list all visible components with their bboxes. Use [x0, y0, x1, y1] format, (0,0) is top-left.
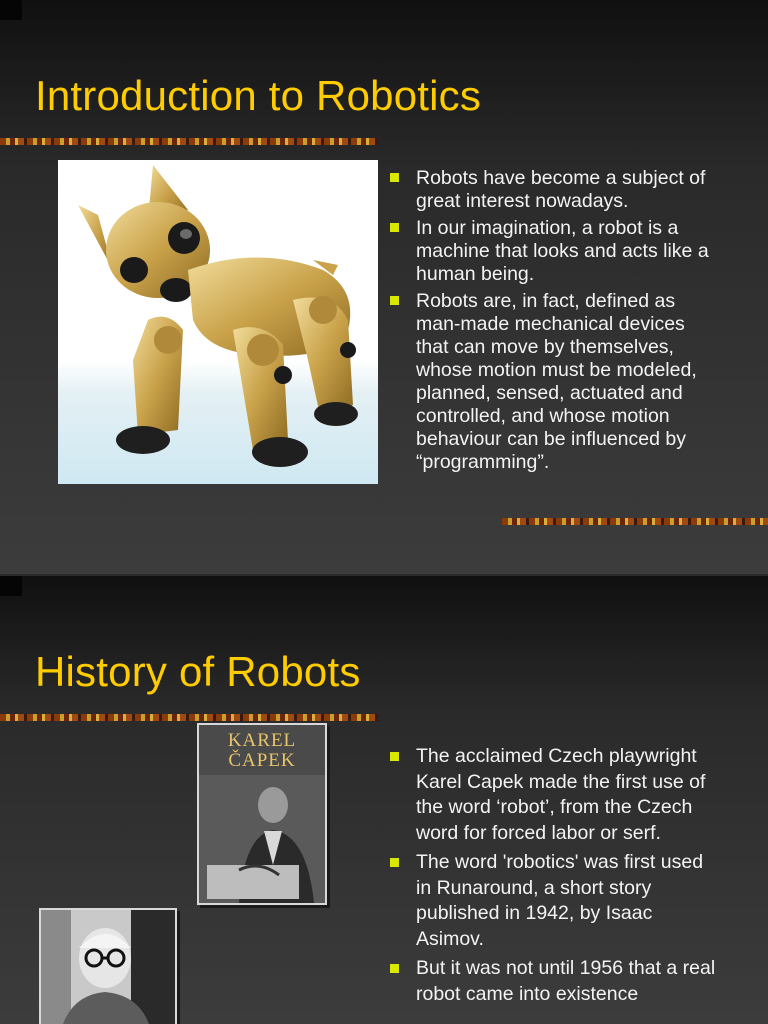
list-item	[387, 744, 722, 846]
bullet-text: Robots have become a subject of great interest nowadays.	[416, 167, 706, 212]
slide-title: History of Robots	[35, 648, 361, 695]
bullet-text: In our imagination, a robot is a machine that looks and acts like a human being.	[416, 217, 709, 285]
list-item	[387, 290, 722, 474]
bullet-square-icon	[390, 964, 399, 973]
bullet-text: But it was not until 1956 that a real robot came into existence	[416, 957, 716, 1005]
list-item	[387, 167, 722, 213]
title-underline	[0, 714, 378, 721]
bullet-square-icon	[390, 858, 399, 867]
bullet-square-icon	[390, 752, 399, 761]
asimov-portrait-icon	[41, 910, 175, 1024]
bullet-square-icon	[390, 296, 399, 305]
slide-corner	[0, 0, 22, 20]
book-title-line1: KAREL	[227, 730, 297, 751]
footer-stripe	[502, 518, 768, 525]
bullet-text: The word 'robotics' was first used in Runaround, a short story published in 1942, by Isaac Asimov.	[416, 851, 704, 950]
bullet-text: Robots are, in fact, defined as man-made mechanical devices that can move by themselves, whose motion must be modeled, planned, sensed, actuated and controlled, and whose motion behaviour can be influenced by “programming”.	[416, 290, 697, 473]
bullet-square-icon	[390, 173, 399, 182]
bullet-list	[387, 167, 722, 478]
slide-corner	[0, 576, 22, 596]
list-item	[387, 217, 722, 286]
capek-book-cover	[197, 723, 327, 905]
bullet-text: The acclaimed Czech playwright Karel Capek made the first use of the word ‘robot’, from the Czech word for forced labor or serf.	[416, 745, 706, 844]
bullet-list	[387, 744, 722, 1011]
bullet-square-icon	[390, 223, 399, 232]
portrait-icon	[199, 725, 325, 903]
asimov-photo	[39, 908, 177, 1024]
book-title-line2: ČAPEK	[228, 750, 296, 771]
title-underline	[0, 138, 378, 145]
list-item	[387, 850, 722, 952]
robot-dog-image	[58, 160, 378, 484]
slide-history	[0, 576, 768, 1024]
robot-dog-icon	[58, 160, 378, 484]
slide-title: Introduction to Robotics	[35, 72, 482, 119]
list-item	[387, 956, 722, 1007]
